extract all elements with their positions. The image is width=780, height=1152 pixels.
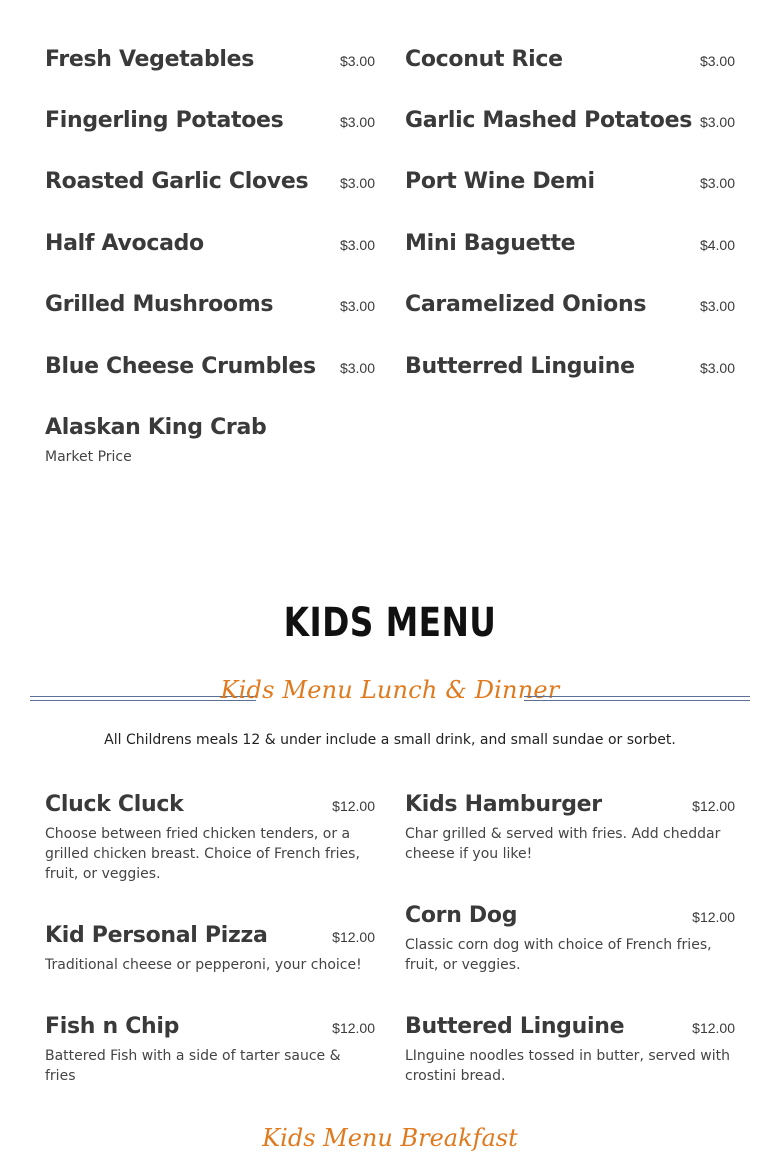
menu-item	[405, 354, 735, 380]
menu-item	[45, 231, 375, 257]
item-name: Caramelized Onions	[405, 292, 647, 317]
menu-item	[405, 1014, 735, 1086]
item-name: Grilled Mushrooms	[45, 292, 274, 317]
menu-item	[45, 792, 375, 884]
item-price: $12.00	[332, 1020, 375, 1036]
item-name: Kids Hamburger	[405, 792, 602, 817]
menu-item	[405, 231, 735, 257]
item-name: Fresh Vegetables	[45, 47, 255, 72]
divider-rule-right	[524, 696, 750, 701]
item-name: Fish n Chip	[45, 1014, 180, 1039]
menu-item	[405, 169, 735, 195]
menu-item	[405, 292, 735, 318]
item-price: $3.00	[699, 114, 735, 130]
item-description: Char grilled & served with fries. Add cheddar cheese if you like!	[405, 826, 721, 862]
item-name: Half Avocado	[45, 231, 204, 256]
item-price: $3.00	[699, 175, 735, 191]
item-name: Cluck Cluck	[45, 792, 184, 817]
item-name: Mini Baguette	[405, 231, 576, 256]
item-name: Garlic Mashed Potatoes	[405, 108, 693, 133]
kids-breakfast-subtitle: Kids Menu Breakfast	[262, 1124, 518, 1152]
item-name: Corn Dog	[405, 903, 518, 928]
item-price: $3.00	[339, 114, 375, 130]
item-price: $4.00	[699, 237, 735, 253]
item-price: $3.00	[339, 360, 375, 376]
item-name: Fingerling Potatoes	[45, 108, 284, 133]
item-description: Classic corn dog with choice of French fries, fruit, or veggies.	[405, 937, 712, 973]
item-price: $3.00	[339, 237, 375, 253]
menu-item	[45, 1014, 375, 1086]
item-price: $12.00	[692, 1020, 735, 1036]
item-price: $3.00	[339, 53, 375, 69]
item-description: Market Price	[45, 449, 132, 465]
item-name: Kid Personal Pizza	[45, 923, 268, 948]
kids-subtitle-banner	[30, 676, 750, 716]
item-price: $3.00	[339, 175, 375, 191]
kids-menu-title: KIDS MENU	[283, 600, 497, 646]
item-name: Alaskan King Crab	[45, 415, 267, 440]
menu-item	[45, 415, 375, 467]
item-name: Coconut Rice	[405, 47, 563, 72]
menu-item	[405, 792, 735, 864]
item-name: Roasted Garlic Cloves	[45, 169, 309, 194]
item-price: $12.00	[692, 798, 735, 814]
kids-subtitle: Kids Menu Lunch & Dinner	[220, 676, 560, 704]
menu-item	[45, 292, 375, 318]
item-price: $3.00	[699, 53, 735, 69]
item-name: Butterred Linguine	[405, 354, 635, 379]
item-description: Battered Fish with a side of tarter sauce & fries	[45, 1048, 341, 1084]
menu-item	[45, 47, 375, 73]
item-description: LInguine noodles tossed in butter, served with crostini bread.	[405, 1048, 730, 1084]
menu-item	[405, 903, 735, 975]
kids-menu-note: All Childrens meals 12 & under include a small drink, and small sundae or sorbet.	[104, 732, 676, 748]
menu-item	[405, 108, 735, 134]
item-price: $12.00	[332, 798, 375, 814]
item-price: $3.00	[339, 298, 375, 314]
item-price: $3.00	[699, 298, 735, 314]
menu-item	[45, 108, 375, 134]
item-description: Traditional cheese or pepperoni, your choice!	[45, 957, 362, 973]
item-price: $3.00	[699, 360, 735, 376]
menu-item	[45, 923, 375, 975]
menu-item	[45, 169, 375, 195]
menu-item	[45, 354, 375, 380]
item-name: Blue Cheese Crumbles	[45, 354, 316, 379]
item-description: Choose between fried chicken tenders, or a grilled chicken breast. Choice of French fries, fruit, or veggies.	[45, 826, 360, 882]
item-price: $12.00	[692, 909, 735, 925]
item-price: $12.00	[332, 929, 375, 945]
menu-item	[405, 47, 735, 73]
item-name: Buttered Linguine	[405, 1014, 625, 1039]
item-name: Port Wine Demi	[405, 169, 595, 194]
